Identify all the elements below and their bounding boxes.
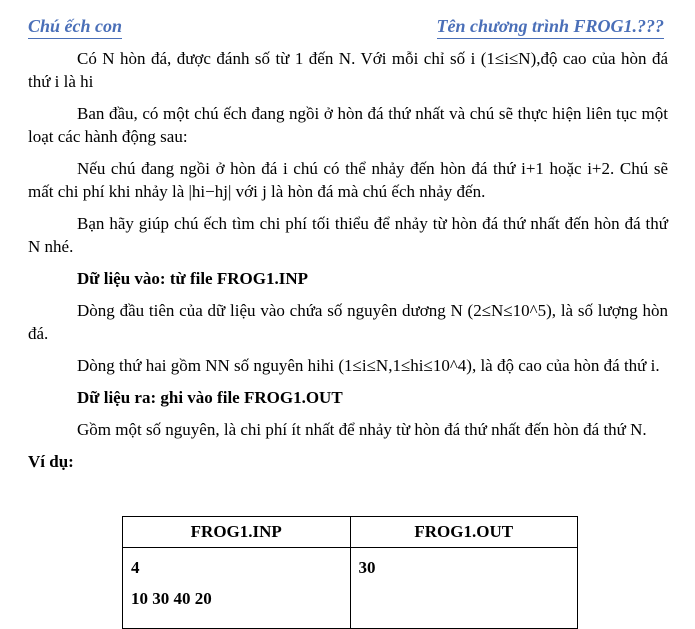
page-header xyxy=(28,16,664,42)
example-input-line-2: 10 30 40 20 xyxy=(131,589,212,608)
input-paragraph-1: Dòng đầu tiên của dữ liệu vào chứa số nguyên dương N (2≤N≤10^5), là số lượng hòn đá. xyxy=(28,301,668,343)
output-heading: Dữ liệu ra: ghi vào file FROG1.OUT xyxy=(77,388,343,407)
example-input-line-1: 4 xyxy=(131,558,140,577)
statement-paragraph-1: Có N hòn đá, được đánh số từ 1 đến N. Với mỗi chỉ số i (1≤i≤N),độ cao của hòn đá thứ i là hi xyxy=(28,49,668,91)
input-paragraph-2: Dòng thứ hai gồm NN số nguyên hihi (1≤i≤N,1≤hi≤10^4), là độ cao của hòn đá thứ i. xyxy=(77,356,660,375)
problem-title: Chú ếch con xyxy=(28,16,122,39)
statement-paragraph-4: Bạn hãy giúp chú ếch tìm chi phí tối thiểu để nhảy từ hòn đá thứ nhất đến hòn đá thứ N nhé. xyxy=(28,214,668,256)
example-label: Ví dụ: xyxy=(28,452,74,471)
example-table-row xyxy=(123,548,578,629)
input-heading: Dữ liệu vào: từ file FROG1.INP xyxy=(77,269,308,288)
example-input-cell xyxy=(123,548,351,629)
statement-paragraph-3: Nếu chú đang ngồi ở hòn đá i chú có thể nhảy đến hòn đá thứ i+1 hoặc i+2. Chú sẽ mất chi phí khi nhảy là |hi−hj| với j là hòn đá mà chú ếch nhảy đến. xyxy=(28,159,668,201)
input-file-column-header: FROG1.INP xyxy=(123,517,351,548)
example-table-header-row xyxy=(123,517,578,548)
example-table xyxy=(122,516,578,629)
program-name: Tên chương trình FROG1.??? xyxy=(437,16,665,39)
output-file-column-header: FROG1.OUT xyxy=(350,517,578,548)
problem-statement xyxy=(28,47,668,473)
output-paragraph-1: Gồm một số nguyên, là chi phí ít nhất để nhảy từ hòn đá thứ nhất đến hòn đá thứ N. xyxy=(77,420,647,439)
example-output-cell xyxy=(350,548,578,629)
example-output-line-1: 30 xyxy=(358,558,376,577)
statement-paragraph-2: Ban đầu, có một chú ếch đang ngồi ở hòn đá thứ nhất và chú sẽ thực hiện liên tục một loạt các hành động sau: xyxy=(28,104,668,146)
